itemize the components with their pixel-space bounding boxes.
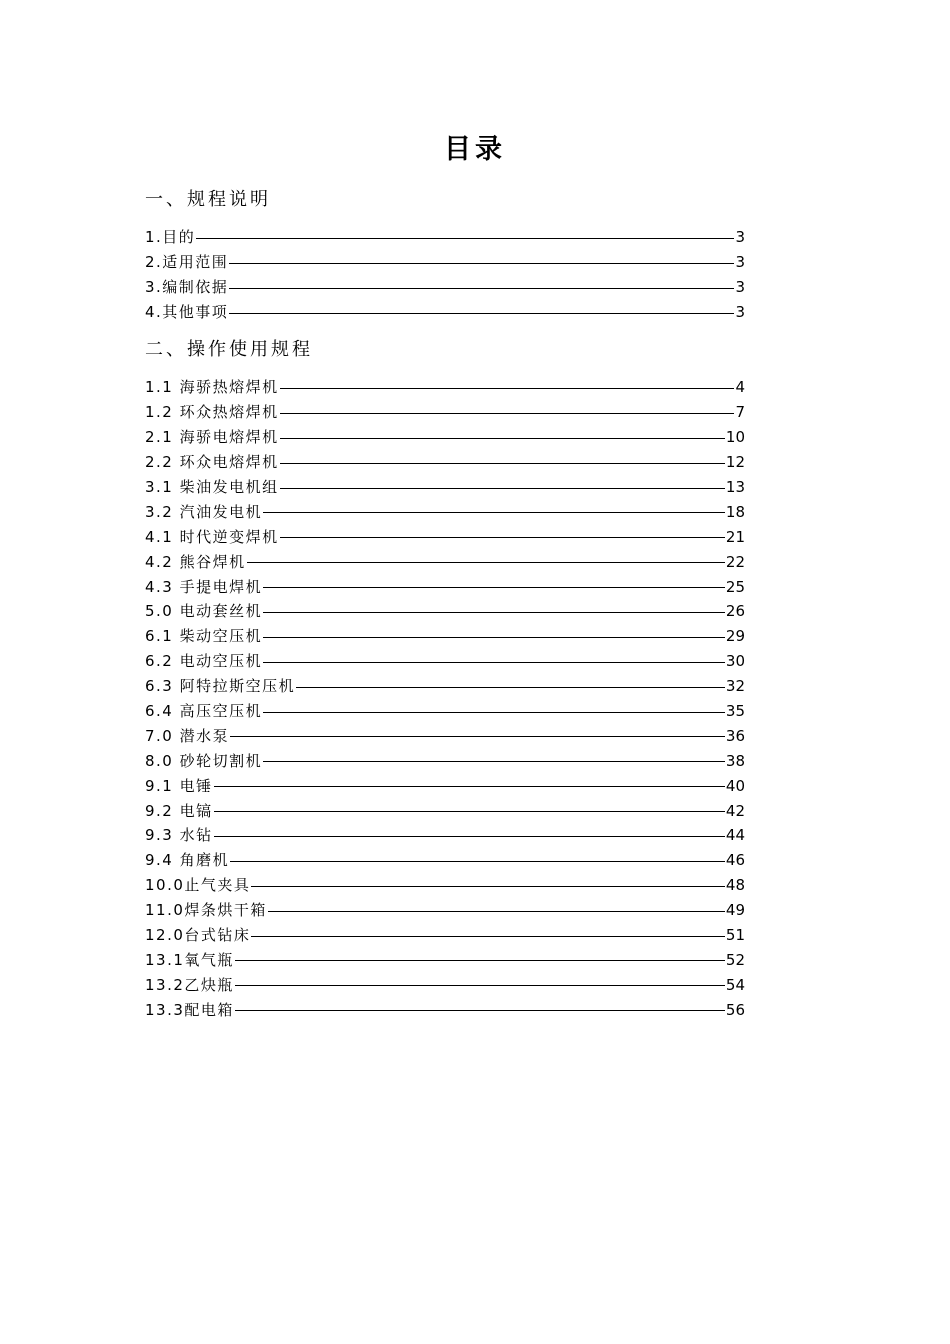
toc-dot-leader [214, 836, 725, 837]
toc-entry[interactable] [145, 450, 745, 475]
toc-dot-leader [229, 313, 734, 314]
toc-dot-leader [280, 438, 725, 439]
toc-entry[interactable] [145, 699, 745, 724]
toc-entry[interactable] [145, 624, 745, 649]
toc-dot-leader [214, 811, 725, 812]
toc-dot-leader [196, 238, 734, 239]
toc-dot-leader [280, 537, 725, 538]
toc-entry-page-number: 42 [725, 801, 745, 820]
toc-entry-label: 4.3 手提电焊机 [145, 577, 263, 596]
toc-entry[interactable] [145, 773, 745, 798]
toc-entry[interactable] [145, 400, 745, 425]
toc-entry-label: 8.0 砂轮切割机 [145, 751, 263, 770]
toc-entry[interactable] [145, 499, 745, 524]
toc-entry[interactable] [145, 873, 745, 898]
toc-entry-page-number: 3 [735, 303, 745, 322]
toc-dot-leader [229, 263, 734, 264]
toc-entry[interactable] [145, 524, 745, 549]
toc-entry-page-number: 25 [725, 577, 745, 596]
toc-entry[interactable] [145, 972, 745, 997]
toc-section-regulations [145, 188, 745, 325]
toc-entry-page-number: 40 [725, 776, 745, 795]
toc-dot-leader [247, 562, 725, 563]
toc-entry[interactable] [145, 300, 745, 325]
toc-dot-leader [235, 1010, 725, 1011]
toc-entry-page-number: 30 [725, 652, 745, 671]
toc-entry[interactable] [145, 997, 745, 1022]
toc-dot-leader [296, 687, 725, 688]
toc-entry-label: 6.4 高压空压机 [145, 702, 263, 721]
toc-entry[interactable] [145, 947, 745, 972]
toc-entry[interactable] [145, 923, 745, 948]
toc-entry-page-number: 13 [725, 478, 745, 496]
toc-entry-label: 4.2 熊谷焊机 [145, 552, 246, 571]
toc-dot-leader [280, 463, 725, 464]
toc-entry-label: 13.1氧气瓶 [145, 950, 234, 969]
toc-dot-leader [251, 936, 725, 937]
toc-entry-page-number: 49 [725, 901, 745, 920]
toc-entry-label: 9.3 水钻 [145, 826, 213, 845]
toc-entry[interactable] [145, 823, 745, 848]
toc-entry-label: 3.1 柴油发电机组 [145, 478, 279, 496]
toc-dot-leader [263, 612, 725, 613]
toc-entry[interactable] [145, 225, 745, 250]
toc-entry-label: 4.其他事项 [145, 303, 229, 322]
toc-entry-label: 1.目的 [145, 228, 196, 247]
toc-dot-leader [263, 662, 725, 663]
toc-entry[interactable] [145, 425, 745, 450]
toc-entry-list [145, 375, 745, 1022]
toc-dot-leader [263, 761, 725, 762]
toc-entry-label: 1.1 海骄热熔焊机 [145, 378, 279, 397]
toc-entry-page-number: 52 [725, 950, 745, 969]
toc-entry-page-number: 29 [725, 627, 745, 646]
toc-dot-leader [251, 886, 725, 887]
toc-entry-page-number: 46 [725, 851, 745, 870]
toc-entry-page-number: 10 [725, 428, 745, 447]
toc-dot-leader [263, 512, 725, 513]
toc-entry[interactable] [145, 250, 745, 275]
toc-entry-label: 12.0台式钻床 [145, 926, 251, 945]
toc-dot-leader [280, 488, 725, 489]
toc-dot-leader [235, 960, 725, 961]
toc-entry-label: 13.3配电箱 [145, 1000, 234, 1019]
toc-entry-page-number: 26 [725, 602, 745, 621]
toc-entry-label: 13.2乙炔瓶 [145, 975, 234, 994]
toc-dot-leader [280, 388, 735, 389]
toc-entry-page-number: 21 [725, 527, 745, 546]
toc-entry[interactable] [145, 649, 745, 674]
toc-entry-page-number: 38 [725, 751, 745, 770]
toc-entry-label: 4.1 时代逆变焊机 [145, 527, 279, 546]
section-heading: 二、操作使用规程 [145, 339, 313, 360]
toc-entry-label: 3.编制依据 [145, 278, 229, 297]
toc-entry-page-number: 32 [725, 677, 745, 696]
toc-entry-page-number: 48 [725, 876, 745, 895]
toc-dot-leader [229, 288, 734, 289]
toc-dot-leader [280, 413, 735, 414]
toc-entry-label: 6.2 电动空压机 [145, 652, 263, 671]
toc-entry[interactable] [145, 723, 745, 748]
toc-entry[interactable] [145, 275, 745, 300]
toc-dot-leader [263, 712, 725, 713]
toc-entry-page-number: 54 [725, 975, 745, 994]
toc-entry[interactable] [145, 674, 745, 699]
toc-entry[interactable] [145, 599, 745, 624]
toc-section-operating-procedures [145, 338, 745, 1022]
toc-entry-page-number: 51 [725, 926, 745, 945]
toc-entry[interactable] [145, 748, 745, 773]
toc-entry[interactable] [145, 848, 745, 873]
toc-entry[interactable] [145, 475, 745, 500]
toc-entry-page-number: 22 [725, 552, 745, 571]
toc-dot-leader [230, 736, 725, 737]
toc-entry-page-number: 7 [735, 403, 745, 422]
toc-entry[interactable] [145, 898, 745, 923]
toc-entry-label: 9.4 角磨机 [145, 851, 230, 870]
toc-entry-label: 5.0 电动套丝机 [145, 602, 263, 621]
toc-entry-page-number: 3 [735, 228, 745, 247]
toc-entry-label: 9.1 电锤 [145, 776, 213, 795]
toc-entry-label: 7.0 潜水泵 [145, 726, 230, 745]
page-title: 目录 [444, 134, 506, 165]
toc-entry-page-number: 35 [725, 702, 745, 721]
toc-entry-label: 2.适用范围 [145, 253, 229, 272]
toc-entry-label: 11.0焊条烘干箱 [145, 901, 267, 920]
toc-entry-label: 2.1 海骄电熔焊机 [145, 428, 279, 447]
toc-entry-label: 9.2 电镐 [145, 801, 213, 820]
toc-entry[interactable] [145, 798, 745, 823]
toc-dot-leader [268, 911, 725, 912]
toc-entry-label: 1.2 环众热熔焊机 [145, 403, 279, 422]
toc-entry-page-number: 3 [735, 278, 745, 297]
toc-entry[interactable] [145, 574, 745, 599]
toc-entry-page-number: 18 [725, 502, 745, 521]
toc-entry-page-number: 44 [725, 826, 745, 845]
section-heading: 一、规程说明 [145, 189, 271, 210]
toc-entry-page-number: 4 [735, 378, 745, 397]
toc-dot-leader [235, 985, 725, 986]
toc-entry-label: 10.0止气夹具 [145, 876, 251, 895]
toc-entry[interactable] [145, 375, 745, 400]
toc-entry-list [145, 225, 745, 325]
toc-entry-page-number: 56 [725, 1000, 745, 1019]
toc-dot-leader [214, 786, 725, 787]
toc-dot-leader [263, 587, 725, 588]
toc-dot-leader [263, 637, 725, 638]
toc-entry-page-number: 36 [725, 726, 745, 745]
toc-dot-leader [230, 861, 725, 862]
toc-entry-page-number: 3 [735, 253, 745, 272]
toc-entry-label: 2.2 环众电熔焊机 [145, 453, 279, 472]
toc-entry[interactable] [145, 549, 745, 574]
toc-entry-page-number: 12 [725, 453, 745, 472]
toc-entry-label: 6.1 柴动空压机 [145, 627, 263, 646]
toc-entry-label: 6.3 阿特拉斯空压机 [145, 677, 296, 696]
toc-entry-label: 3.2 汽油发电机 [145, 502, 263, 521]
